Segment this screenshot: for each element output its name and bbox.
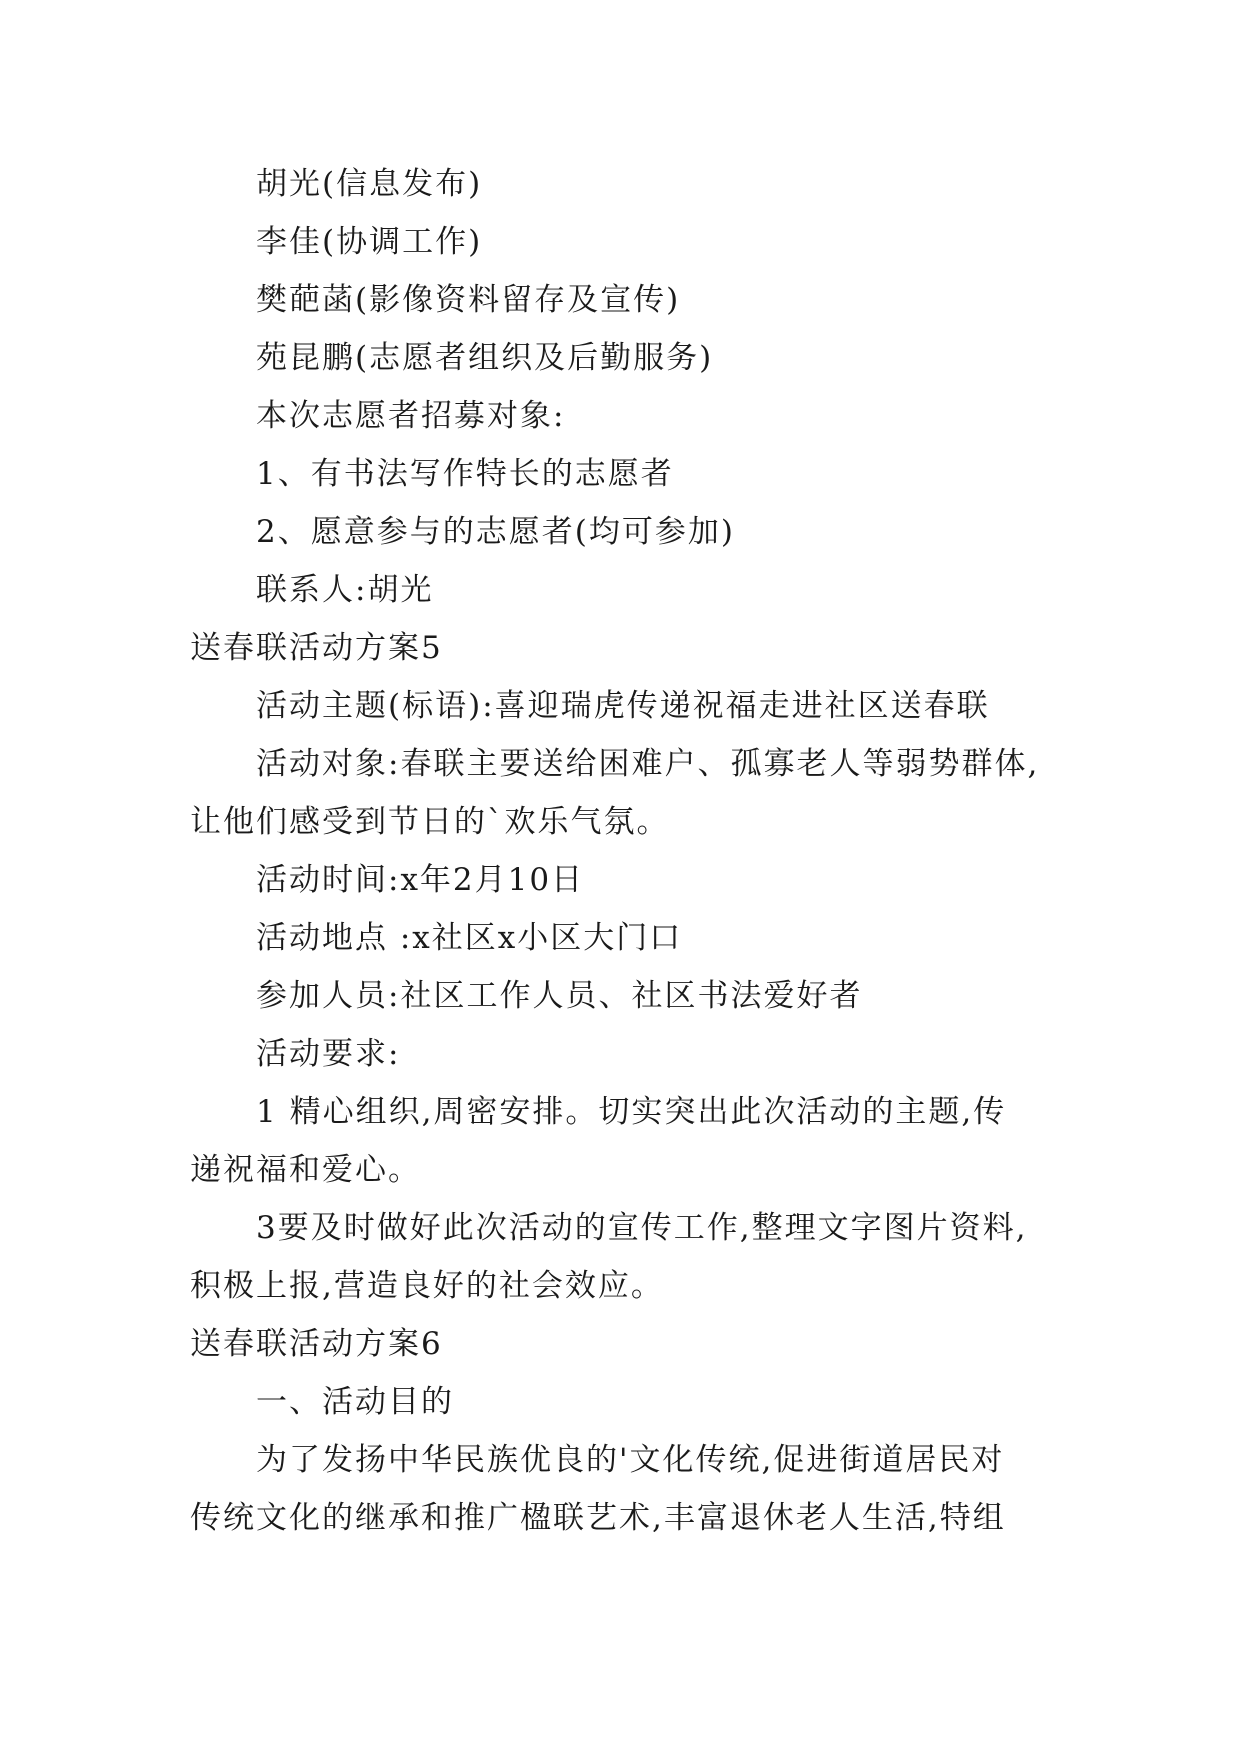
text-line: 积极上报,营造良好的社会效应。 [190, 1268, 664, 1304]
section-heading: 送春联活动方案5 [190, 630, 443, 666]
text-line: 1 精心组织,周密安排。切实突出此次活动的主题,传 [256, 1094, 1007, 1130]
text-line: 3要及时做好此次活动的宣传工作,整理文字图片资料, [256, 1210, 1028, 1246]
text-line: 胡光(信息发布) [256, 166, 483, 202]
text-line: 1、有书法写作特长的志愿者 [256, 456, 674, 492]
text-line: 樊葩菡(影像资料留存及宣传) [256, 282, 681, 318]
text-line: 让他们感受到节日的`欢乐气氛。 [190, 804, 670, 840]
text-line: 活动主题(标语):喜迎瑞虎传递祝福走进社区送春联 [256, 688, 990, 724]
text-line: 传统文化的继承和推广楹联艺术,丰富退休老人生活,特组 [190, 1500, 1006, 1536]
text-line: 为了发扬中华民族优良的'文化传统,促进街道居民对 [256, 1442, 1005, 1478]
text-line: 活动地点 :x社区x小区大门口 [256, 920, 683, 956]
text-line: 活动要求: [256, 1036, 401, 1072]
text-line: 参加人员:社区工作人员、社区书法爱好者 [256, 978, 863, 1014]
section-heading: 送春联活动方案6 [190, 1326, 443, 1362]
text-line: 活动时间:x年2月10日 [256, 862, 585, 898]
text-line: 联系人:胡光 [256, 572, 434, 608]
text-line: 李佳(协调工作) [256, 224, 483, 260]
text-line: 本次志愿者招募对象: [256, 398, 566, 434]
text-line: 活动对象:春联主要送给困难户、孤寡老人等弱势群体, [256, 746, 1040, 782]
text-line: 一、活动目的 [256, 1384, 454, 1420]
text-line: 2、愿意参与的志愿者(均可参加) [256, 514, 735, 550]
text-line: 递祝福和爱心。 [190, 1152, 421, 1188]
text-line: 苑昆鹏(志愿者组织及后勤服务) [256, 340, 714, 376]
